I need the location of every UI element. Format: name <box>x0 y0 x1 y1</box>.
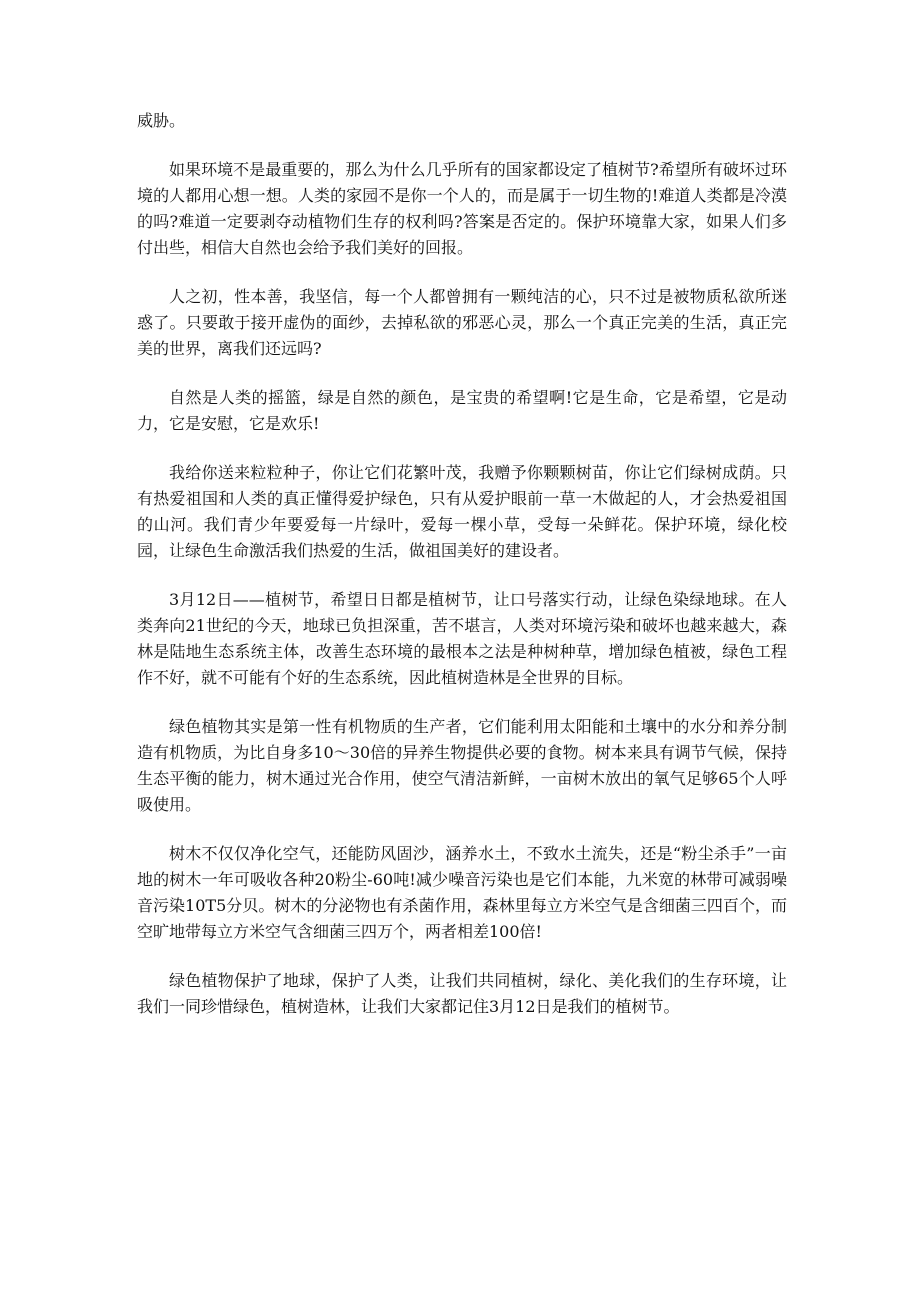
paragraph-4: 自然是人类的摇篮，绿是自然的颜色，是宝贵的希望啊!它是生命，它是希望，它是动力，它是安慰，它是欢乐! <box>137 388 787 433</box>
paragraph-8: 树木不仅仅净化空气，还能防风固沙，涵养水土，不致水土流失，还是“粉尘杀手”一亩地的树木一年可吸收各种20粉尘-60吨!减少噪音污染也是它们本能，九米宽的林带可减弱噪音污染10T5分贝。树木的分泌物也有杀菌作用，森林里每立方米空气是含细菌三四百个，而空旷地带每立方米空气含细菌三四万个，两者相差100倍! <box>137 844 787 941</box>
paragraph-6: 3月12日——植树节，希望日日都是植树节，让口号落实行动，让绿色染绿地球。在人类奔向21世纪的今天，地球已负担深重，苦不堪言，人类对环境污染和破坏也越来越大，森林是陆地生态系统主体，改善生态环境的最根本之法是种树种草，增加绿色植被，绿色工程作不好，就不可能有个好的生态系统，因此植树造林是全世界的目标。 <box>137 590 787 687</box>
paragraph-5: 我给你送来粒粒种子，你让它们花繁叶茂，我赠予你颗颗树苗，你让它们绿树成荫。只有热爱祖国和人类的真正懂得爱护绿色，只有从爱护眼前一草一木做起的人，才会热爱祖国的山河。我们青少年要爱每一片绿叶，爱每一棵小草，受每一朵鲜花。保护环境，绿化校园，让绿色生命激活我们热爱的生活，做祖国美好的建设者。 <box>137 463 787 560</box>
paragraph-1: 威胁。 <box>137 111 186 130</box>
paragraph-9: 绿色植物保护了地球，保护了人类，让我们共同植树，绿化、美化我们的生存环境，让我们一同珍惜绿色，植树造林，让我们大家都记住3月12日是我们的植树节。 <box>137 971 787 1016</box>
paragraph-2: 如果环境不是最重要的，那么为什么几乎所有的国家都设定了植树节?希望所有破坏过环境的人都用心想一想。人类的家园不是你一个人的，而是属于一切生物的!难道人类都是冷漠的吗?难道一定要剥夺动植物们生存的权利吗?答案是否定的。保护环境靠大家，如果人们多付出些，相信大自然也会给予我们美好的回报。 <box>137 160 787 257</box>
document-body <box>137 108 787 1043</box>
paragraph-7: 绿色植物其实是第一性有机物质的生产者，它们能利用太阳能和土壤中的水分和养分制造有机物质，为比自身多10～30倍的异养生物提供必要的食物。树本来具有调节气候，保持生态平衡的能力，树木通过光合作用，使空气清洁新鲜，一亩树木放出的氧气足够65个人呼吸使用。 <box>137 717 787 814</box>
paragraph-3: 人之初，性本善，我坚信，每一个人都曾拥有一颗纯洁的心，只不过是被物质私欲所迷惑了。只要敢于接开虚伪的面纱，去掉私欲的邪恶心灵，那么一个真正完美的生活，真正完美的世界，离我们还远吗? <box>137 287 787 358</box>
